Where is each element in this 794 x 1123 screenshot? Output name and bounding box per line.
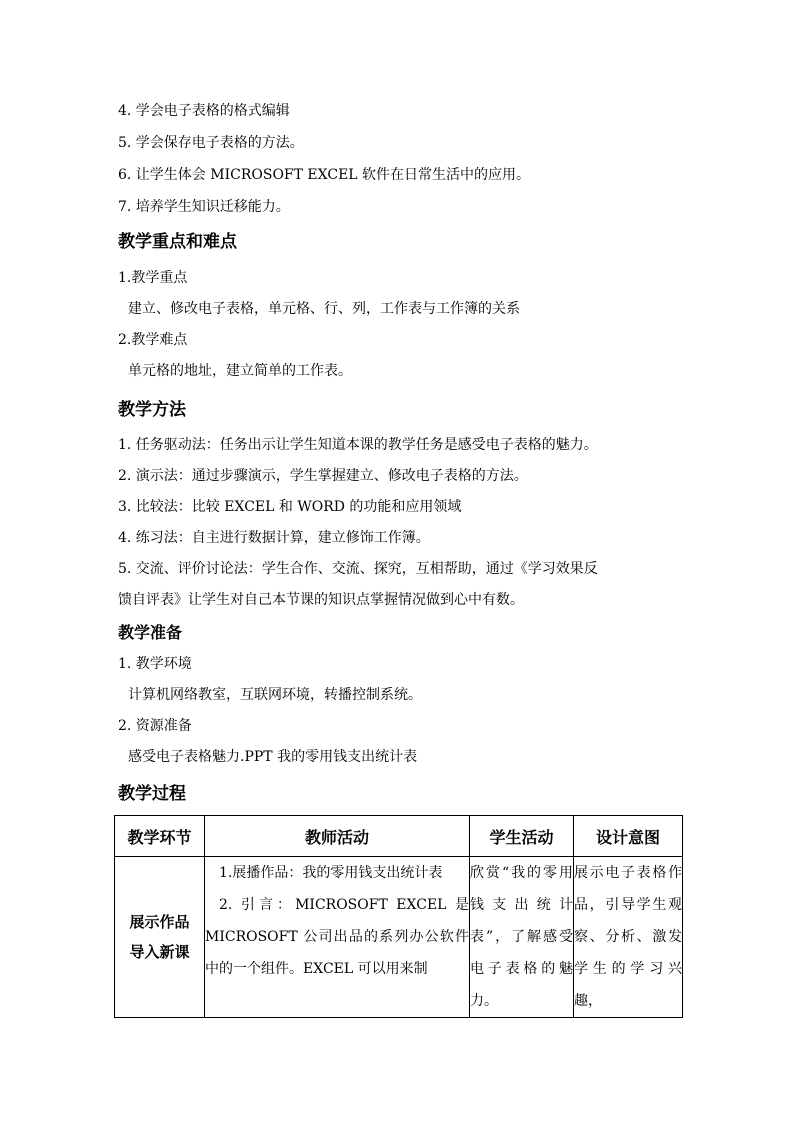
key-points-heading: 教学重点和难点 (118, 232, 237, 252)
teacher-activity-2: 2. 引言：MICROSOFT EXCEL 是 MICROSOFT 公司出品的系列办公软件中的一个组件。EXCEL 可以用来制 (205, 897, 469, 977)
resource-text: 感受电子表格魅力.PPT 我的零用钱支出统计表 (128, 749, 418, 765)
objective-6: 6. 让学生体会 MICROSOFT EXCEL 软件在日常生活中的应用。 (118, 167, 531, 183)
stage-cell (115, 857, 205, 1018)
env-label: 1. 教学环境 (118, 656, 192, 672)
methods-heading: 教学方法 (118, 400, 186, 420)
column-header-stage: 教学环节 (115, 816, 205, 857)
stage-line-2: 导入新课 (129, 943, 190, 961)
objective-5: 5. 学会保存电子表格的方法。 (118, 135, 304, 151)
student-activity-text: 欣赏“我的零用钱支出统计表”，了解感受电子表格的魅力。 (470, 865, 573, 1009)
stage-line-1: 展示作品 (129, 913, 190, 931)
table-row (115, 857, 683, 1018)
column-header-student: 学生活动 (470, 816, 574, 857)
focus-label: 1.教学重点 (118, 270, 188, 286)
student-activity-cell (470, 857, 574, 1018)
method-3: 3. 比较法：比较 EXCEL 和 WORD 的功能和应用领域 (118, 499, 462, 515)
difficulty-label: 2.教学难点 (118, 332, 188, 348)
method-1: 1. 任务驱动法：任务出示让学生知道本课的教学任务是感受电子表格的魅力。 (118, 437, 598, 453)
objective-4: 4. 学会电子表格的格式编辑 (118, 103, 290, 119)
design-intent-cell (574, 857, 683, 1018)
difficulty-text: 单元格的地址，建立简单的工作表。 (128, 363, 352, 379)
process-heading: 教学过程 (118, 784, 186, 804)
objective-7: 7. 培养学生知识迁移能力。 (118, 199, 290, 215)
lesson-process-table (114, 815, 683, 1018)
method-2: 2. 演示法：通过步骤演示，学生掌握建立、修改电子表格的方法。 (118, 468, 528, 484)
teacher-activity-cell (205, 857, 470, 1018)
method-5: 5. 交流、评价讨论法：学生合作、交流、探究，互相帮助，通过《学习效果反 (118, 561, 598, 577)
column-header-intent: 设计意图 (574, 816, 683, 857)
method-4: 4. 练习法：自主进行数据计算，建立修饰工作簿。 (118, 530, 430, 546)
focus-text: 建立、修改电子表格，单元格、行、列，工作表与工作簿的关系 (128, 301, 520, 317)
method-5-cont: 馈自评表》让学生对自己本节课的知识点掌握情况做到心中有数。 (118, 592, 524, 608)
table-header-row (115, 816, 683, 857)
resource-label: 2. 资源准备 (118, 718, 192, 734)
preparation-heading: 教学准备 (118, 623, 183, 642)
env-text: 计算机网络教室，互联网环境，转播控制系统。 (128, 687, 422, 703)
column-header-teacher: 教师活动 (205, 816, 470, 857)
design-intent-text: 展示电子表格作品，引导学生观察、分析、激发学生的学习兴趣， (574, 865, 682, 1009)
teacher-activity-1: 1.展播作品：我的零用钱支出统计表 (219, 865, 443, 881)
